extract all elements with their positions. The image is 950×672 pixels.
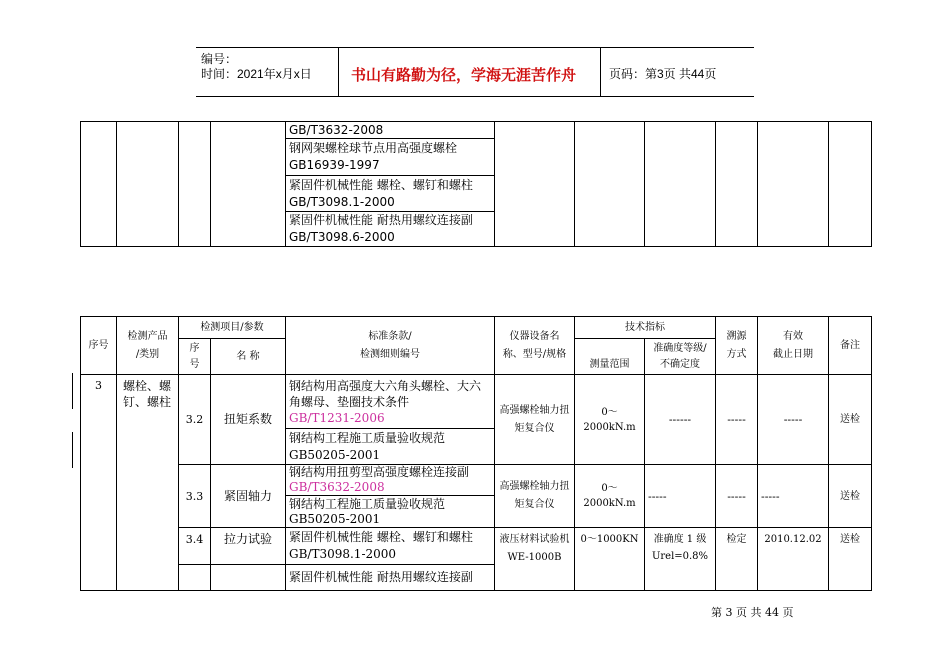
header-divider-right [600,47,601,97]
range-cell [575,528,645,591]
range-value: 0～2000kN.m [583,406,636,433]
header-accuracy [645,339,716,375]
standard-cell [286,176,495,212]
item-no-value: 3.4 [185,533,204,546]
standard-code: GB/T1231-2006 [289,410,385,425]
instrument-value: 高强螺栓轴力扭矩复合仪 [499,481,570,510]
valid-value: ----- [761,489,780,503]
instrument-value: 高强螺栓轴力扭矩复合仪 [499,404,570,434]
header-item-seq-label: 号 [189,358,200,370]
page-info: 页码：第3页 共44页 [609,67,717,81]
empty-cell [758,122,829,247]
standard-cell [286,496,495,528]
motto-text: 书山有路勤为径，学海无涯苦作舟 [351,67,577,84]
header-accuracy-label: 准确度等级/ [653,342,707,354]
remark-value: 送检 [840,414,860,425]
header-seq [81,317,117,375]
remark-cell [829,465,872,528]
remark-cell [829,375,872,465]
empty-cell [81,122,117,247]
range-value: 0～2000kN.m [583,483,636,509]
doc-date: 时间：2021年x月x日 [201,67,312,81]
empty-cell [645,122,716,247]
header-item-name [211,339,286,375]
header-product-label: 检测产品 [127,330,168,342]
valid-cell [758,528,829,591]
header-valid-label: 有效 [783,330,803,342]
group-product-value: 螺栓、螺钉、螺柱 [123,379,172,409]
standard-code: GB16939-1997 [289,158,380,172]
empty-cell [829,122,872,247]
standard-title: 紧固件机械性能 螺栓、螺钉和螺柱 [289,177,473,192]
empty-cell [716,122,758,247]
standard-cell [286,429,495,465]
standard-title: 钢结构工程施工质量验收规范 [289,430,446,445]
empty-cell [179,122,211,247]
header-standard-label: 标准条款/ [368,330,412,342]
accuracy-value: 准确度 1 级 [653,534,707,545]
standard-cell [286,465,495,496]
header-divider-left [338,47,339,97]
header-source-label: 溯源 [726,330,747,342]
source-value: ----- [727,413,746,426]
header-instrument-label: 仪器设备名 [509,330,560,342]
standard-code: GB50205-2001 [289,511,381,526]
item-no [179,375,211,465]
item-no [179,528,211,565]
source-cell [716,465,758,528]
standard-cell [286,375,495,429]
item-name-value: 紧固轴力 [223,488,272,503]
standard-cell [286,122,495,139]
standard-title: 紧固件机械性能 耐热用螺纹连接副 [289,570,473,584]
standard-title: 紧固件机械性能 螺栓、螺钉和螺柱 [289,530,473,544]
range-cell [575,465,645,528]
item-no-value: 3.3 [185,489,204,503]
instrument-cell [495,375,575,465]
range-value: 0～1000KN [580,534,639,545]
standard-title: 紧固件机械性能 耐热用螺纹连接副 [289,213,473,227]
header-item-seq [179,339,211,375]
header-top-rule [196,47,754,48]
accuracy-value: ------ [668,413,692,426]
continued-table [80,121,872,247]
valid-cell [758,465,829,528]
instrument-value: 液压材料试验机 WE-1000B [499,534,570,563]
remark-value: 送检 [840,534,860,545]
standard-code: GB50205-2001 [289,447,381,462]
header-accuracy-label: 不确定度 [660,358,700,370]
header-item-name-label: 名 称 [236,351,260,362]
valid-value: ----- [783,413,803,426]
header-instrument [495,317,575,375]
item-name-value: 扭矩系数 [223,412,272,426]
instrument-cell [495,465,575,528]
header-bottom-rule [196,96,754,97]
header-range [575,339,645,375]
header-product-label: /类别 [135,348,160,360]
accuracy-cell [645,528,716,591]
margin-mark [72,432,73,468]
header-item-group-label: 检测项目/参数 [200,322,264,333]
accuracy-value: Urel=0.8% [651,551,709,562]
accuracy-value: ----- [648,489,667,503]
header-product [117,317,179,375]
source-value: ----- [727,489,746,503]
empty-cell [211,565,286,591]
header-valid-label: 截止日期 [773,348,813,360]
header-standard-label: 检测细则编号 [360,348,420,360]
standard-code: GB/T3632-2008 [289,480,385,494]
empty-cell [117,122,179,247]
source-value: 检定 [726,534,747,545]
standard-cell [286,565,495,591]
remark-value: 送检 [840,490,860,502]
header-tech-group [575,317,716,339]
empty-cell [211,122,286,247]
standard-title: 钢结构工程施工质量验收规范 [289,496,446,511]
item-name [211,528,286,565]
valid-cell [758,375,829,465]
header-standard [286,317,495,375]
empty-cell [575,122,645,247]
header-seq-label: 序号 [88,340,109,351]
header-valid [758,317,829,375]
standard-title: 钢结构用高强度大六角头螺栓、大六角螺母、垫圈技术条件 [289,378,482,409]
accuracy-cell [645,375,716,465]
item-no-value: 3.2 [185,413,204,426]
source-cell [716,375,758,465]
page-footer: 第 3 页 共 44 页 [711,606,794,619]
instrument-cell [495,528,575,591]
empty-cell [179,565,211,591]
accuracy-cell [645,465,716,528]
header-instrument-label: 称、型号/规格 [502,348,567,360]
range-cell [575,375,645,465]
standard-code: GB/T3098.1-2000 [289,547,397,561]
item-name-value: 拉力试验 [223,532,272,546]
header-item-seq-label: 序 [189,342,200,354]
standard-cell [286,212,495,247]
group-product [117,375,179,591]
standard-cell [286,139,495,176]
standard-code: GB/T3098.6-2000 [289,230,395,244]
source-cell [716,528,758,591]
item-name [211,465,286,528]
header-range-label: 测量范围 [589,359,630,370]
standard-code: GB/T3098.1-2000 [289,194,395,209]
standard-cell [286,528,495,565]
header-source-label: 方式 [726,348,747,360]
header-item-group [179,317,286,339]
header-tech-label: 技术指标 [625,322,665,333]
header-source [716,317,758,375]
inspection-table [80,316,872,591]
standard-code: GB/T3632-2008 [289,122,384,137]
header-remark-label: 备注 [840,340,860,351]
group-seq [81,375,117,591]
item-no [179,465,211,528]
margin-mark [72,373,73,409]
standard-title: 钢结构用扭剪型高强度螺栓连接副 [289,465,470,479]
empty-cell [495,122,575,247]
item-name [211,375,286,465]
doc-number-label: 编号： [201,52,238,66]
valid-value: 2010.12.02 [764,534,822,545]
header-remark [829,317,872,375]
standard-title: 钢网架螺栓球节点用高强度螺栓 [289,141,458,155]
group-seq-value: 3 [95,379,102,392]
remark-cell [829,528,872,591]
